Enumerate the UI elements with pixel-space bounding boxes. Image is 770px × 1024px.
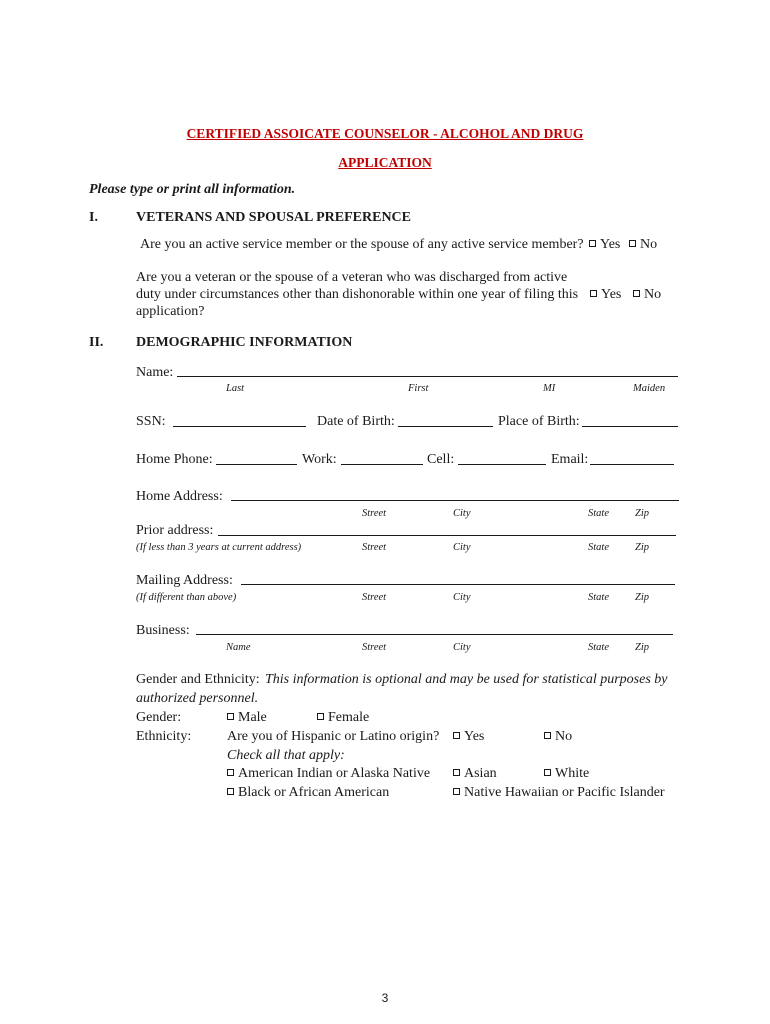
- veteran-yes-checkbox[interactable]: [590, 288, 621, 302]
- checkbox-icon: [544, 732, 551, 739]
- home-sub-zip: Zip: [635, 508, 650, 519]
- dob-label: Date of Birth:: [317, 414, 395, 429]
- check-all-instruction: Check all that apply:: [227, 748, 345, 763]
- yes-label: Yes: [601, 287, 622, 302]
- asian-label: Asian: [464, 766, 497, 781]
- gender-ethnicity-label: Gender and Ethnicity:: [136, 672, 260, 687]
- mailing-address-note: (If different than above): [136, 592, 237, 603]
- checkbox-icon: [317, 713, 324, 720]
- home-sub-city: City: [453, 508, 471, 519]
- black-label: Black or African American: [238, 785, 390, 800]
- email-field[interactable]: [590, 464, 674, 465]
- home-address-field[interactable]: [231, 500, 679, 501]
- gender-label: Gender:: [136, 710, 182, 725]
- veteran-no-checkbox[interactable]: [633, 288, 661, 302]
- name-sub-first: First: [408, 383, 429, 394]
- veteran-question-line1: Are you a veteran or the spouse of a veteran who was discharged from active: [136, 270, 568, 285]
- mailing-sub-state: State: [588, 592, 609, 603]
- checkbox-icon: [227, 769, 234, 776]
- yes-label: Yes: [464, 729, 485, 744]
- prior-sub-zip: Zip: [635, 542, 650, 553]
- name-sub-last: Last: [226, 383, 245, 394]
- female-label: Female: [328, 710, 370, 725]
- section1-numeral: I.: [89, 210, 98, 225]
- veteran-question-line2: duty under circumstances other than dishonorable within one year of filing this: [136, 287, 579, 302]
- prior-address-field[interactable]: [218, 535, 676, 536]
- business-sub-city: City: [453, 642, 471, 653]
- page-number: 3: [381, 991, 389, 1005]
- mailing-sub-city: City: [453, 592, 471, 603]
- hispanic-question: Are you of Hispanic or Latino origin?: [227, 729, 440, 744]
- cell-phone-field[interactable]: [458, 464, 546, 465]
- active-service-no-checkbox[interactable]: [629, 238, 657, 252]
- white-label: White: [555, 766, 590, 781]
- checkbox-icon: [453, 788, 460, 795]
- pob-label: Place of Birth:: [498, 414, 580, 429]
- name-sub-mi: MI: [543, 383, 556, 394]
- section1-title: VETERANS AND SPOUSAL PREFERENCE: [136, 210, 411, 225]
- white-checkbox[interactable]: [544, 767, 589, 781]
- home-phone-field[interactable]: [216, 464, 297, 465]
- gender-male-checkbox[interactable]: [227, 711, 267, 725]
- dob-field[interactable]: [398, 426, 493, 427]
- ssn-label: SSN:: [136, 414, 166, 429]
- instruction-text: Please type or print all information.: [89, 182, 296, 197]
- form-title-line1: CERTIFIED ASSOICATE COUNSELOR - ALCOHOL AND DRUG: [186, 126, 584, 141]
- work-phone-field[interactable]: [341, 464, 423, 465]
- gender-female-checkbox[interactable]: [317, 711, 369, 725]
- prior-address-note: (If less than 3 years at current address): [136, 542, 302, 553]
- home-address-label: Home Address:: [136, 489, 223, 504]
- prior-address-label: Prior address:: [136, 523, 214, 538]
- american-indian-label: American Indian or Alaska Native: [238, 766, 431, 781]
- hawaiian-checkbox[interactable]: [453, 786, 665, 800]
- checkbox-icon: [589, 240, 596, 247]
- business-sub-street: Street: [362, 642, 387, 653]
- active-service-question: Are you an active service member or the spouse of any active service member?: [140, 237, 584, 252]
- veteran-question-line3: application?: [136, 304, 205, 319]
- mailing-address-field[interactable]: [241, 584, 675, 585]
- checkbox-icon: [629, 240, 636, 247]
- work-label: Work:: [302, 452, 337, 467]
- prior-sub-city: City: [453, 542, 471, 553]
- gender-ethnicity-note-line2: authorized personnel.: [136, 691, 259, 706]
- mailing-sub-street: Street: [362, 592, 387, 603]
- business-sub-name: Name: [226, 642, 251, 653]
- no-label: No: [555, 729, 573, 744]
- no-label: No: [640, 237, 658, 252]
- section2-numeral: II.: [89, 335, 104, 350]
- checkbox-icon: [227, 713, 234, 720]
- home-sub-street: Street: [362, 508, 387, 519]
- business-field[interactable]: [196, 634, 673, 635]
- ssn-field[interactable]: [173, 426, 306, 427]
- checkbox-icon: [227, 788, 234, 795]
- yes-label: Yes: [600, 237, 621, 252]
- asian-checkbox[interactable]: [453, 767, 497, 781]
- hispanic-no-checkbox[interactable]: [544, 730, 572, 744]
- name-sub-maiden: Maiden: [633, 383, 666, 394]
- name-field[interactable]: [177, 376, 678, 377]
- prior-sub-street: Street: [362, 542, 387, 553]
- mailing-sub-zip: Zip: [635, 592, 650, 603]
- black-checkbox[interactable]: [227, 786, 389, 800]
- checkbox-icon: [453, 769, 460, 776]
- name-label: Name:: [136, 365, 174, 380]
- business-sub-zip: Zip: [635, 642, 650, 653]
- checkbox-icon: [544, 769, 551, 776]
- business-label: Business:: [136, 623, 190, 638]
- cell-label: Cell:: [427, 452, 455, 467]
- prior-sub-state: State: [588, 542, 609, 553]
- checkbox-icon: [633, 290, 640, 297]
- checkbox-icon: [590, 290, 597, 297]
- american-indian-checkbox[interactable]: [227, 767, 430, 781]
- gender-ethnicity-note-line1: This information is optional and may be used for statistical purposes by: [265, 672, 668, 687]
- home-sub-state: State: [588, 508, 609, 519]
- ethnicity-label: Ethnicity:: [136, 729, 192, 744]
- email-label: Email:: [551, 452, 589, 467]
- section2-title: DEMOGRAPHIC INFORMATION: [136, 335, 353, 350]
- male-label: Male: [238, 710, 267, 725]
- home-phone-label: Home Phone:: [136, 452, 213, 467]
- pob-field[interactable]: [582, 426, 678, 427]
- business-sub-state: State: [588, 642, 609, 653]
- form-title-line2: APPLICATION: [338, 155, 432, 170]
- hispanic-yes-checkbox[interactable]: [453, 730, 484, 744]
- no-label: No: [644, 287, 662, 302]
- hawaiian-label: Native Hawaiian or Pacific Islander: [464, 785, 665, 800]
- mailing-address-label: Mailing Address:: [136, 573, 233, 588]
- checkbox-icon: [453, 732, 460, 739]
- active-service-yes-checkbox[interactable]: [589, 238, 620, 252]
